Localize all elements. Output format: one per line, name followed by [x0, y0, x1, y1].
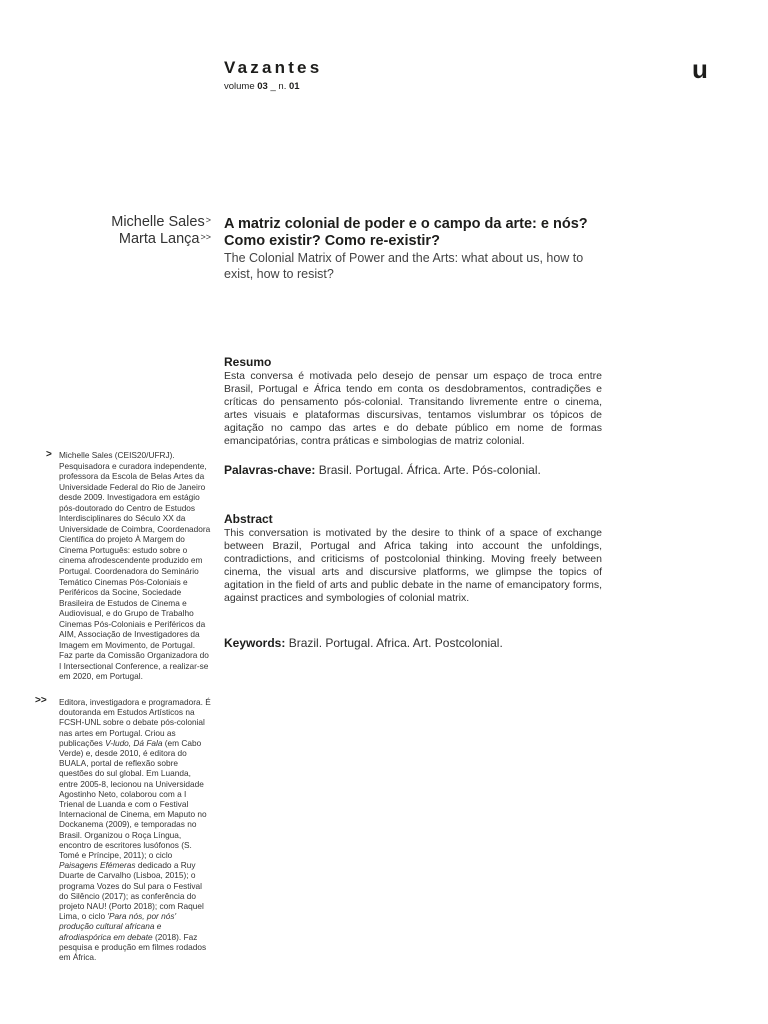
note-1-marker: >: [46, 449, 52, 460]
resumo-text: Esta conversa é motivada pelo desejo de pensar um espaço de troca entre Brasil, Portugal e África tendo em conta os desdobramentos, contradições e críticas do pensamento pós-colonial. Transitando livremente entre o cinema, artes visuais e plataformas discursivas, tentamos vislumbrar os tópicos de agitação no campo das artes e do debate público em nome de formas emancipatórias, contra práticas e simbologias de matriz colonial.: [224, 370, 602, 447]
volume-line: [224, 81, 300, 92]
author-note-1: Michelle Sales (CEIS20/UFRJ). Pesquisadora e curadora independente, professora da Escola de Belas Artes da Universidade Federal do Rio de Janeiro desde 2009. Investigadora em estágio pós-doutorado do Centro de Estudos Interdisciplinares do Século XX da Universidade de Coimbra, Coordenadora Científica do projeto À Margem do Cinema Português: estudo sobre o cinema afrodescendente produzido em Portugal. Coordenadora do Seminário Temático Cinemas Pós-Coloniais e Periféricos da Socine, Sociedade Brasileira de Estudos de Cinema e Audiovisual, e do Grupo de Trabalho Cinemas Pós-Coloniais e Periféricos da AIM, Associação de Investigadores da Imagem em Movimento, de Portugal. Faz parte da Comissão Organizadora do I Intersectional Conference, a realizar-se em 2020, em Portugal.: [59, 450, 211, 682]
note-2-marker: >>: [35, 695, 47, 706]
issue-number: 01: [288, 81, 300, 92]
article-title-en: The Colonial Matrix of Power and the Arts: what about us, how to exist, how to resist?: [224, 251, 584, 281]
palavras-value: Brasil. Portugal. África. Arte. Pós-colonial.: [318, 463, 541, 477]
note-2-title: Paisagens Efémeras: [59, 860, 136, 871]
volume-label: volume: [224, 81, 255, 92]
note-2-title: V-ludo, Dá Fala: [105, 737, 163, 748]
author-name: Marta Lança: [118, 231, 200, 247]
note-2-text: (em Cabo Verde) e, desde 2010, é editora do BUALA, portal de reflexão sobre questões do sul global. Em Luanda, entre 2005-8, lecionou na Universidade Agostinho Neto, colaborou com a I Trienal de Luanda e com o Festival Internacional de Cinema, em Maputo no Dockanema (2009), e temporadas no Brasil. Organizou o Roça Língua, encontro de escritores lusófonos (S. Tomé e Príncipe, 2011); o ciclo: [59, 737, 207, 861]
author-2: [111, 231, 211, 248]
author-1: [111, 214, 211, 231]
keywords-value: Brazil. Portugal. Africa. Art. Postcolonial.: [288, 636, 503, 650]
note-2-title: 'Para nós, por nós' produção cultural africana e afrodiaspórica em debate: [59, 911, 177, 942]
journal-logo: u: [692, 54, 708, 84]
article-title-pt: A matriz colonial de poder e o campo da arte: e nós? Como existir? Como re-existir?: [224, 216, 588, 249]
abstract-text: This conversation is motivated by the desire to think of a space of exchange between Brazil, Portugal and Africa taking into account the unfoldings, contradictions, and criticisms of postcolonial thinking. Moving freely between cinema, the visual arts and discursive platforms, we glimpse the topics of agitation in the field of arts and public debate in the name of emancipatory forms, against practices and symbologies of colonial matrix.: [224, 527, 602, 604]
note-2-text: dedicado a Ruy Duarte de Carvalho (Lisboa, 2015); o programa Vozes do Sul para o Festival do Silêncio (2017); as conferência do projeto NAU! (Porto 2018); com Raquel Lima, o ciclo: [59, 860, 204, 922]
volume-number: 03: [257, 81, 268, 92]
palavras-label: Palavras-chave:: [224, 463, 316, 477]
keywords: [224, 636, 503, 650]
abstract-heading: Abstract: [224, 512, 273, 526]
author-marker: >>: [200, 232, 211, 242]
journal-title: Vazantes: [224, 58, 323, 77]
issue-separator: _ n.: [270, 81, 287, 92]
author-marker: >: [205, 215, 211, 225]
note-2-text: (2018). Faz pesquisa e produção em filmes rodados em África.: [59, 931, 207, 963]
author-name: Michelle Sales: [111, 214, 205, 230]
note-2-text: Editora, investigadora e programadora. É doutoranda em Estudos Artísticos na FCSH-UNL sobre o debate pós-colonial nas artes em Portugal. Criou as publicações: [59, 697, 211, 748]
palavras-chave: [224, 463, 541, 477]
author-note-2: [59, 697, 211, 962]
resumo-heading: Resumo: [224, 355, 272, 369]
keywords-label: Keywords:: [224, 636, 286, 650]
author-list: [111, 214, 211, 248]
